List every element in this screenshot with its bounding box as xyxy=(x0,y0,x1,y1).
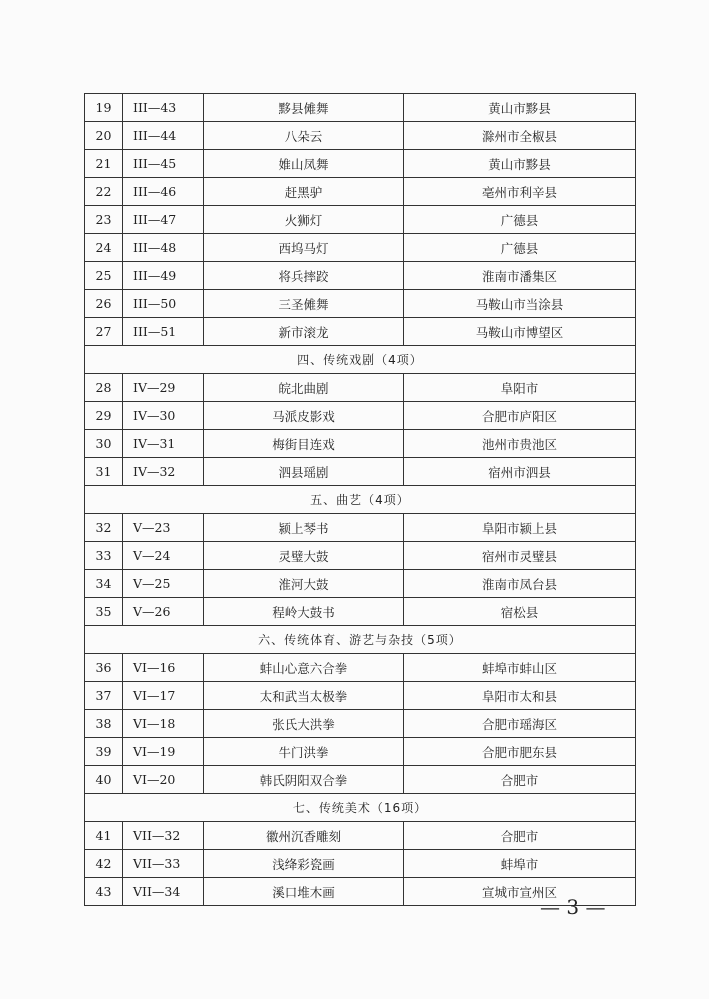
table-row xyxy=(85,458,636,486)
item-area: 阜阳市太和县 xyxy=(404,682,636,710)
row-number: 42 xyxy=(85,850,123,878)
heritage-list-body xyxy=(85,94,636,906)
item-area: 合肥市 xyxy=(404,766,636,794)
item-code: III—48 xyxy=(123,234,204,262)
row-number: 43 xyxy=(85,878,123,906)
item-name: 黟县傩舞 xyxy=(204,94,404,122)
table-row xyxy=(85,710,636,738)
section-heading-row xyxy=(85,486,636,514)
table-row xyxy=(85,738,636,766)
item-area: 阜阳市 xyxy=(404,374,636,402)
row-number: 27 xyxy=(85,318,123,346)
item-code: IV—32 xyxy=(123,458,204,486)
item-name: 皖北曲剧 xyxy=(204,374,404,402)
item-area: 淮南市潘集区 xyxy=(404,262,636,290)
table-row xyxy=(85,850,636,878)
item-name: 三圣傩舞 xyxy=(204,290,404,318)
row-number: 39 xyxy=(85,738,123,766)
table-row xyxy=(85,94,636,122)
item-code: III—51 xyxy=(123,318,204,346)
item-name: 八朵云 xyxy=(204,122,404,150)
item-name: 程岭大鼓书 xyxy=(204,598,404,626)
item-name: 颍上琴书 xyxy=(204,514,404,542)
section-heading: 四、传统戏剧（4项） xyxy=(85,346,636,374)
item-area: 黄山市黟县 xyxy=(404,94,636,122)
table-row xyxy=(85,374,636,402)
item-code: VII—32 xyxy=(123,822,204,850)
item-area: 合肥市庐阳区 xyxy=(404,402,636,430)
section-heading: 五、曲艺（4项） xyxy=(85,486,636,514)
row-number: 31 xyxy=(85,458,123,486)
table-row xyxy=(85,234,636,262)
item-code: V—23 xyxy=(123,514,204,542)
section-heading-row xyxy=(85,626,636,654)
row-number: 26 xyxy=(85,290,123,318)
row-number: 40 xyxy=(85,766,123,794)
heritage-list-table xyxy=(84,93,636,906)
page-number: — 3 — xyxy=(540,895,606,919)
item-name: 蚌山心意六合拳 xyxy=(204,654,404,682)
item-area: 阜阳市颍上县 xyxy=(404,514,636,542)
item-area: 淮南市凤台县 xyxy=(404,570,636,598)
item-area: 合肥市肥东县 xyxy=(404,738,636,766)
item-name: 梅街目连戏 xyxy=(204,430,404,458)
table-row xyxy=(85,682,636,710)
table-row xyxy=(85,766,636,794)
row-number: 35 xyxy=(85,598,123,626)
item-name: 灵璧大鼓 xyxy=(204,542,404,570)
table-row xyxy=(85,122,636,150)
item-code: VII—33 xyxy=(123,850,204,878)
table-row xyxy=(85,430,636,458)
row-number: 37 xyxy=(85,682,123,710)
item-area: 亳州市利辛县 xyxy=(404,178,636,206)
item-code: VII—34 xyxy=(123,878,204,906)
item-area: 马鞍山市当涂县 xyxy=(404,290,636,318)
item-area: 广德县 xyxy=(404,234,636,262)
table-row xyxy=(85,654,636,682)
row-number: 41 xyxy=(85,822,123,850)
row-number: 32 xyxy=(85,514,123,542)
item-name: 泗县瑶剧 xyxy=(204,458,404,486)
item-code: IV—29 xyxy=(123,374,204,402)
item-code: III—44 xyxy=(123,122,204,150)
item-code: IV—31 xyxy=(123,430,204,458)
item-area: 宣城市宣州区 xyxy=(404,878,636,906)
item-code: VI—19 xyxy=(123,738,204,766)
item-code: III—49 xyxy=(123,262,204,290)
item-code: VI—18 xyxy=(123,710,204,738)
item-area: 宿松县 xyxy=(404,598,636,626)
item-name: 韩氏阴阳双合拳 xyxy=(204,766,404,794)
item-code: VI—17 xyxy=(123,682,204,710)
row-number: 28 xyxy=(85,374,123,402)
item-area: 宿州市灵璧县 xyxy=(404,542,636,570)
item-name: 赶黑驴 xyxy=(204,178,404,206)
table-row xyxy=(85,206,636,234)
row-number: 24 xyxy=(85,234,123,262)
item-name: 西坞马灯 xyxy=(204,234,404,262)
row-number: 21 xyxy=(85,150,123,178)
item-name: 火狮灯 xyxy=(204,206,404,234)
table-row xyxy=(85,598,636,626)
table-row xyxy=(85,402,636,430)
item-name: 浅绛彩瓷画 xyxy=(204,850,404,878)
item-area: 蚌埠市 xyxy=(404,850,636,878)
item-code: IV—30 xyxy=(123,402,204,430)
row-number: 22 xyxy=(85,178,123,206)
item-name: 溪口堆木画 xyxy=(204,878,404,906)
row-number: 34 xyxy=(85,570,123,598)
table-row xyxy=(85,822,636,850)
item-name: 淮河大鼓 xyxy=(204,570,404,598)
item-name: 牛门洪拳 xyxy=(204,738,404,766)
item-name: 太和武当太极拳 xyxy=(204,682,404,710)
item-area: 马鞍山市博望区 xyxy=(404,318,636,346)
item-area: 蚌埠市蚌山区 xyxy=(404,654,636,682)
item-area: 广德县 xyxy=(404,206,636,234)
table-row xyxy=(85,262,636,290)
item-code: III—47 xyxy=(123,206,204,234)
item-name: 新市滚龙 xyxy=(204,318,404,346)
row-number: 36 xyxy=(85,654,123,682)
item-code: V—24 xyxy=(123,542,204,570)
item-code: III—50 xyxy=(123,290,204,318)
row-number: 20 xyxy=(85,122,123,150)
item-name: 将兵摔跤 xyxy=(204,262,404,290)
table-row xyxy=(85,290,636,318)
item-code: V—26 xyxy=(123,598,204,626)
item-name: 徽州沉香雕刻 xyxy=(204,822,404,850)
item-area: 池州市贵池区 xyxy=(404,430,636,458)
section-heading-row xyxy=(85,794,636,822)
item-area: 宿州市泗县 xyxy=(404,458,636,486)
item-code: III—43 xyxy=(123,94,204,122)
row-number: 33 xyxy=(85,542,123,570)
item-code: VI—16 xyxy=(123,654,204,682)
item-code: III—46 xyxy=(123,178,204,206)
item-code: III—45 xyxy=(123,150,204,178)
section-heading: 六、传统体育、游艺与杂技（5项） xyxy=(85,626,636,654)
item-code: V—25 xyxy=(123,570,204,598)
item-area: 滁州市全椒县 xyxy=(404,122,636,150)
section-heading: 七、传统美术（16项） xyxy=(85,794,636,822)
item-area: 合肥市 xyxy=(404,822,636,850)
section-heading-row xyxy=(85,346,636,374)
row-number: 29 xyxy=(85,402,123,430)
row-number: 30 xyxy=(85,430,123,458)
row-number: 23 xyxy=(85,206,123,234)
item-code: VI—20 xyxy=(123,766,204,794)
row-number: 38 xyxy=(85,710,123,738)
table-row xyxy=(85,514,636,542)
item-area: 黄山市黟县 xyxy=(404,150,636,178)
row-number: 25 xyxy=(85,262,123,290)
item-name: 马派皮影戏 xyxy=(204,402,404,430)
table-row xyxy=(85,178,636,206)
table-row xyxy=(85,542,636,570)
item-name: 张氏大洪拳 xyxy=(204,710,404,738)
table-row xyxy=(85,150,636,178)
item-area: 合肥市瑶海区 xyxy=(404,710,636,738)
table-row xyxy=(85,318,636,346)
item-name: 婎山凤舞 xyxy=(204,150,404,178)
table-row xyxy=(85,570,636,598)
row-number: 19 xyxy=(85,94,123,122)
